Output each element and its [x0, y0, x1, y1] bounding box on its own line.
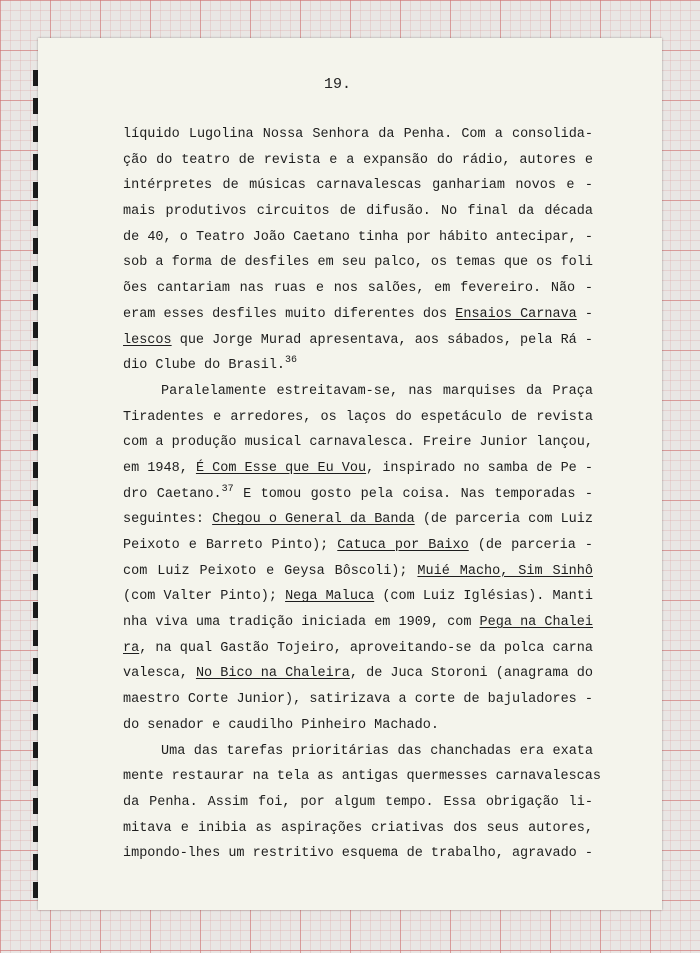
text-line: maestro Corte Junior), satirizava a corte de bajuladores -	[123, 692, 593, 708]
underlined-title: Muié Macho, Sim Sinhô	[417, 563, 593, 579]
underlined-title: Ensaios Carnava	[455, 306, 577, 322]
text-line: impondo-lhes um restritivo esquema de trabalho, agravado -	[123, 846, 593, 862]
text-line: ões cantariam nas ruas e nos salões, em fevereiro. Não -	[123, 281, 593, 297]
underlined-title: Catuca por Baixo	[337, 538, 469, 553]
footnote-ref: 36	[285, 355, 298, 367]
text-line: Paralelamente estreitavam-se, nas marquises da Praça	[161, 383, 593, 399]
text-line: intérpretes de músicas carnavalescas ganhariam novos e -	[123, 178, 593, 194]
underlined-title: No Bico na Chaleira	[195, 666, 350, 682]
text-line: mais produtivos circuitos de difusão. No final da década	[123, 204, 593, 220]
page-number: 19.	[324, 76, 352, 93]
underlined-title: ra	[123, 640, 140, 656]
text-line: seguintes: Chegou o General da Banda (de parceria com Luiz	[123, 512, 593, 528]
text-line: lescos que Jorge Murad apresentava, aos sábados, pela Rá -	[123, 332, 593, 348]
text-line: Uma das tarefas prioritárias das chanchadas era exata	[161, 743, 593, 759]
text-line: mitava e inibia as aspirações criativas dos seus autores,	[123, 820, 593, 836]
footnote-ref: 37	[221, 483, 234, 495]
text-line: eram esses desfiles muito diferentes dos Ensaios Carnava -	[123, 306, 594, 322]
text-line: Peixoto e Barreto Pinto); Catuca por Baixo (de parceria -	[123, 538, 593, 553]
text-line: (com Valter Pinto); Nega Maluca (com Luiz Iglésias). Manti	[123, 589, 593, 605]
text-line: mente restaurar na tela as antigas quermesses carnavalescas	[123, 769, 601, 785]
text-line: de 40, o Teatro João Caetano tinha por hábito antecipar, -	[123, 229, 593, 245]
underlined-title: É Com Esse que Eu Vou	[195, 460, 367, 476]
text-line: Tiradentes e arredores, os laços do espetáculo de revista	[123, 409, 593, 425]
text-line: em 1948, É Com Esse que Eu Vou, inspirado no samba de Pe -	[123, 460, 593, 476]
underlined-title: Pega na Chalei	[479, 615, 593, 631]
text-line: valesca, No Bico na Chaleira, de Juca Storoni (anagrama do	[123, 666, 593, 682]
body-text	[123, 122, 601, 867]
text-line: sob a forma de desfiles em seu palco, os temas que os foli	[123, 255, 593, 271]
text-line: dro Caetano.$^{37}$ E tomou gosto pela coisa. Nas temporadas -	[123, 483, 594, 502]
text-line: da Penha. Assim foi, por algum tempo. Essa obrigação li-	[123, 794, 593, 810]
text-line: com Luiz Peixoto e Geysa Bôscoli); Muié Macho, Sim Sinhô	[123, 563, 593, 579]
underlined-title: lescos	[123, 332, 172, 348]
text-line: ra, na qual Gastão Tojeiro, aproveitando-se da polca carna	[123, 640, 593, 656]
underlined-title: Nega Maluca	[285, 589, 375, 605]
text-line: ção do teatro de revista e a expansão do rádio, autores e	[123, 152, 593, 168]
text-line: nha viva uma tradição iniciada em 1909, com Pega na Chalei	[123, 615, 593, 631]
text-line: com a produção musical carnavalesca. Freire Junior lançou,	[123, 435, 593, 451]
text-line: dio Clube do Brasil.$^{36}$	[123, 355, 298, 374]
text-line: líquido Lugolina Nossa Senhora da Penha. Com a consolida-	[123, 127, 593, 142]
text-line: do senador e caudilho Pinheiro Machado.	[123, 717, 439, 733]
underlined-title: Chegou o General da Banda	[212, 512, 415, 528]
